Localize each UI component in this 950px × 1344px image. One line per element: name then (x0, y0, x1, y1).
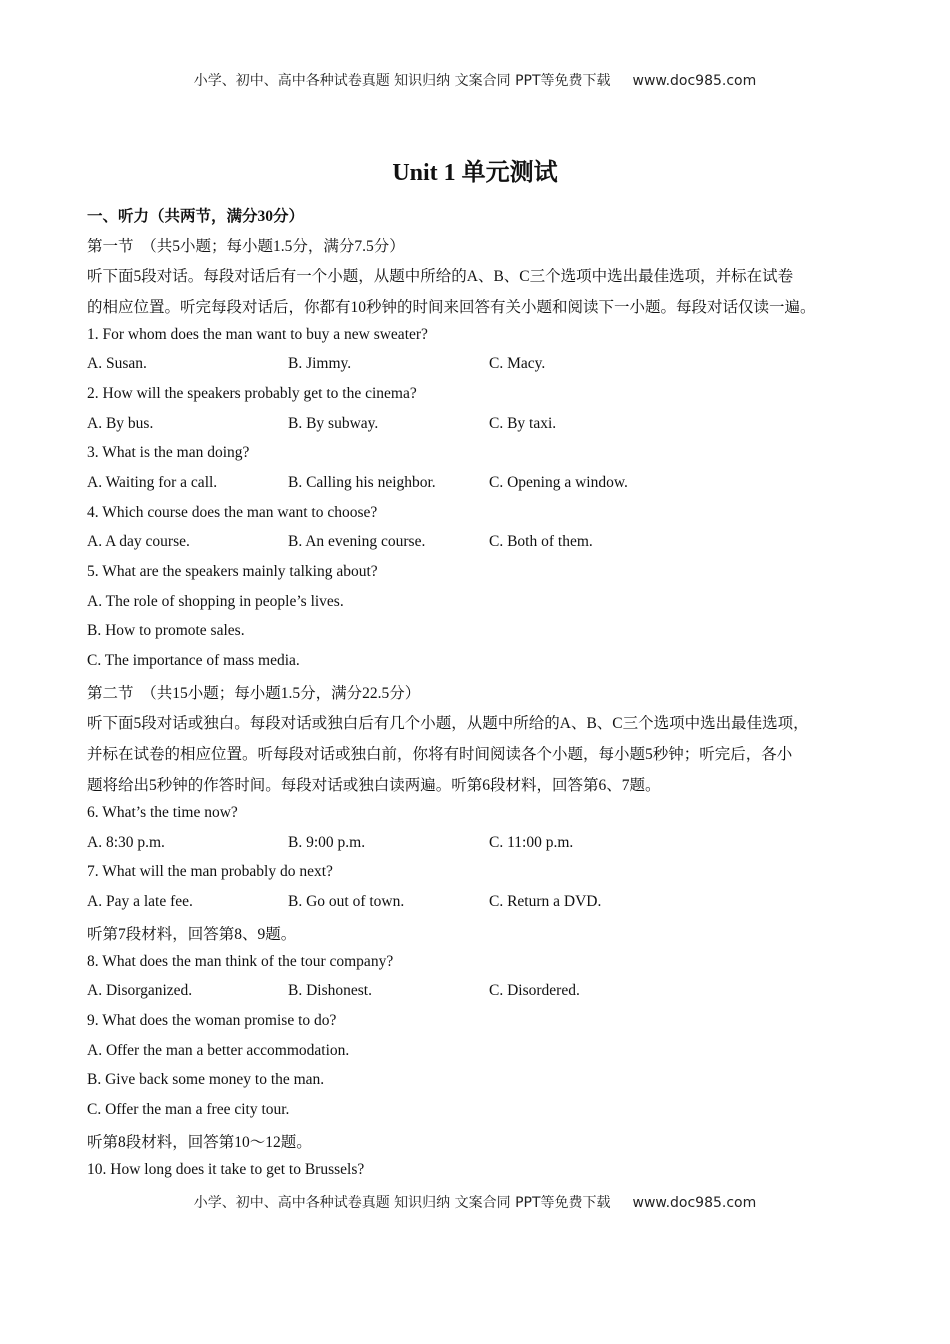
question-9-option-a: A. Offer the man a better accommodation. (87, 1042, 350, 1059)
question-1-stem: 1. For whom does the man want to buy a new sweater? (87, 326, 428, 343)
section1-heading: 第一节 （共5小题；每小题1.5分，满分7.5分） (87, 238, 405, 255)
question-5-stem: 5. What are the speakers mainly talking about? (87, 563, 378, 580)
header-url[interactable]: www.doc985.com (632, 73, 757, 89)
question-8-option-c: C. Disordered. (489, 982, 580, 999)
question-5-option-c: C. The importance of mass media. (87, 652, 300, 669)
page-footer (0, 1192, 950, 1212)
question-3-option-a: A. Waiting for a call. (87, 474, 218, 491)
question-5-option-a: A. The role of shopping in people’s lives. (87, 593, 344, 610)
question-3-option-b: B. Calling his neighbor. (288, 474, 436, 491)
question-4-stem: 4. Which course does the man want to choose? (87, 504, 378, 521)
question-2-stem: 2. How will the speakers probably get to the cinema? (87, 385, 417, 402)
question-7-stem: 7. What will the man probably do next? (87, 863, 333, 880)
question-6-option-c: C. 11:00 p.m. (489, 834, 574, 851)
section2-instruction-line3: 题将给出5秒钟的作答时间。每段对话或独白读两遍。听第6段材料，回答第6、7题。 (87, 777, 661, 794)
question-1-option-b: B. Jimmy. (288, 355, 352, 372)
section2-instruction-line2: 并标在试卷的相应位置。听每段对话或独白前，你将有时间阅读各个小题，每小题5秒钟；听完后，各小 (87, 746, 793, 763)
footer-text: 小学、初中、高中各种试卷真题 知识归纳 文案合同 PPT等免费下载 (193, 1195, 611, 1211)
question-3-option-c: C. Opening a window. (489, 474, 628, 491)
question-9-option-c: C. Offer the man a free city tour. (87, 1101, 290, 1118)
footer-url[interactable]: www.doc985.com (632, 1195, 757, 1211)
question-6-option-a: A. 8:30 p.m. (87, 834, 165, 851)
section2-heading: 第二节 （共15小题；每小题1.5分，满分22.5分） (87, 685, 421, 702)
header-text: 小学、初中、高中各种试卷真题 知识归纳 文案合同 PPT等免费下载 (193, 73, 611, 89)
question-2-option-c: C. By taxi. (489, 415, 557, 432)
section1-instruction-line2: 的相应位置。听完每段对话后，你都有10秒钟的时间来回答有关小题和阅读下一小题。每段对话仅读一遍。 (87, 299, 816, 316)
question-4-option-a: A. A day course. (87, 533, 190, 550)
question-7-option-b: B. Go out of town. (288, 893, 405, 910)
question-6-option-b: B. 9:00 p.m. (288, 834, 366, 851)
question-4-option-b: B. An evening course. (288, 533, 426, 550)
question-7-option-a: A. Pay a late fee. (87, 893, 193, 910)
question-10-stem: 10. How long does it take to get to Brussels? (87, 1161, 365, 1178)
question-8-option-a: A. Disorganized. (87, 982, 193, 999)
question-9-option-b: B. Give back some money to the man. (87, 1071, 325, 1088)
section1-instruction-line1: 听下面5段对话。每段对话后有一个小题，从题中所给的A、B、C三个选项中选出最佳选项，并标在试卷 (87, 268, 794, 285)
question-9-stem: 9. What does the woman promise to do? (87, 1012, 337, 1029)
page-header (0, 70, 950, 90)
page-title: Unit 1 单元测试 (392, 160, 558, 186)
question-2-option-a: A. By bus. (87, 415, 154, 432)
section2-instruction-line1: 听下面5段对话或独白。每段对话或独白后有几个小题，从题中所给的A、B、C三个选项中选出最佳选项， (87, 715, 809, 732)
question-7-option-c: C. Return a DVD. (489, 893, 602, 910)
question-6-stem: 6. What’s the time now? (87, 804, 238, 821)
question-4-option-c: C. Both of them. (489, 533, 593, 550)
material-8-note: 听第8段材料，回答第10～12题。 (87, 1134, 312, 1151)
question-3-stem: 3. What is the man doing? (87, 444, 250, 461)
material-7-note: 听第7段材料，回答第8、9题。 (87, 926, 297, 943)
question-8-stem: 8. What does the man think of the tour company? (87, 953, 394, 970)
question-5-option-b: B. How to promote sales. (87, 622, 245, 639)
question-1-option-a: A. Susan. (87, 355, 147, 372)
question-2-option-b: B. By subway. (288, 415, 379, 432)
part1-heading: 一、听力（共两节，满分30分） (87, 208, 305, 225)
question-1-option-c: C. Macy. (489, 355, 546, 372)
question-8-option-b: B. Dishonest. (288, 982, 372, 999)
